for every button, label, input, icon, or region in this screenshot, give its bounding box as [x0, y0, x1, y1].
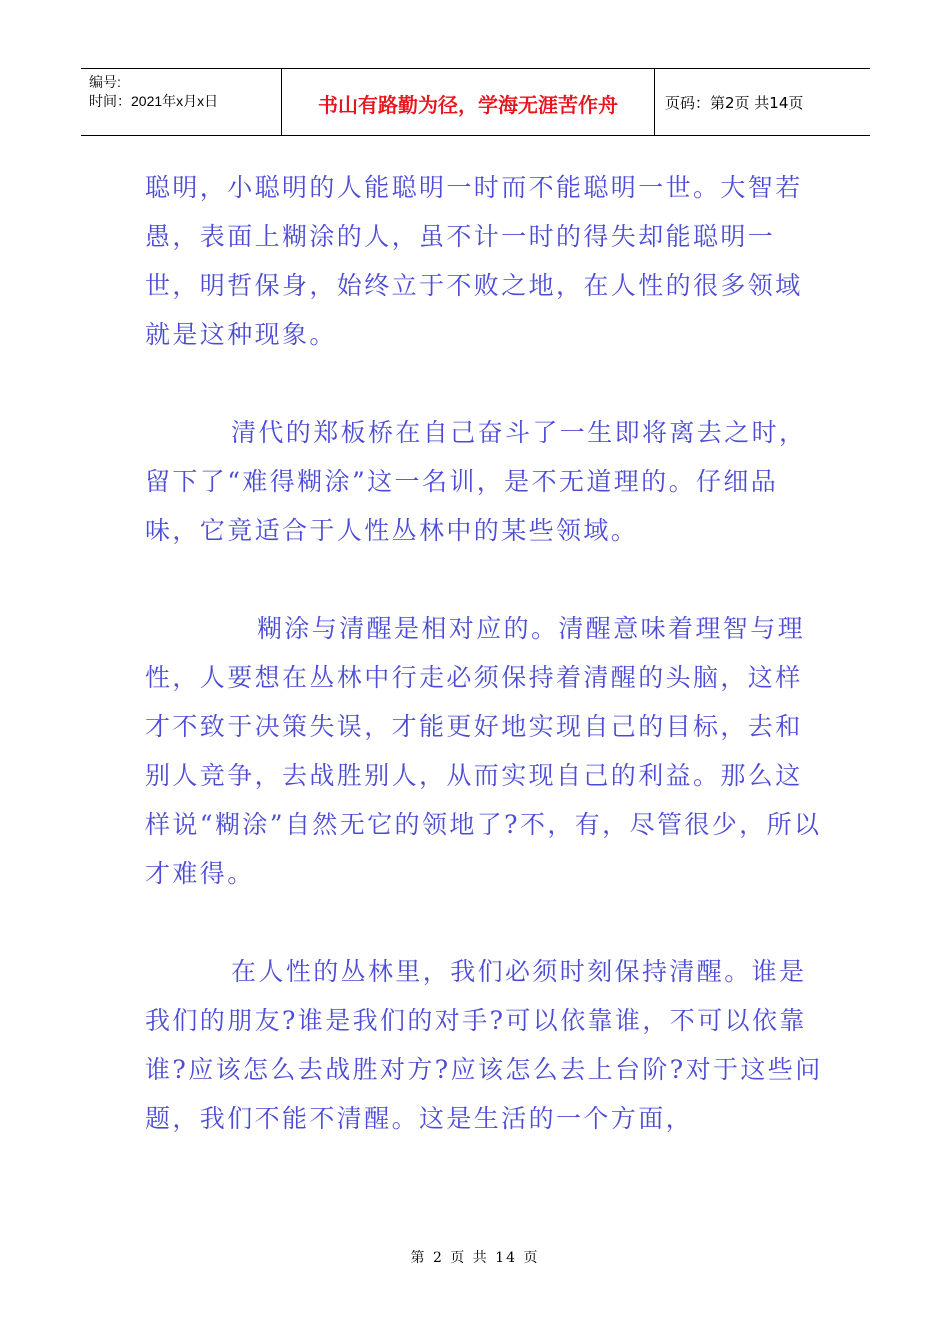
- header-meta-cell: [81, 69, 282, 135]
- paragraph-2: [145, 408, 825, 555]
- page-footer: 第 2 页 共 14 页: [410, 1250, 540, 1266]
- document-number-label: 编号:: [89, 74, 121, 90]
- paragraph-4: [145, 947, 825, 1143]
- paragraph-1: 聪明，小聪明的人能聪明一时而不能聪明一世。大智若愚，表面上糊涂的人，虽不计一时的得失却能聪明一世，明哲保身，始终立于不败之地，在人性的很多领域就是这种现象。: [145, 173, 803, 349]
- paragraph-4-text: 在人性的丛林里，我们必须时刻保持清醒。谁是我们的朋友?谁是我们的对手?可以依靠谁，不可以依靠谁?应该怎么去战胜对方?应该怎么去上台阶?对于这些问题，我们不能不清醒。这是生活的一个方面，: [145, 957, 823, 1133]
- document-body: [145, 163, 825, 1143]
- header-page-cell: [655, 69, 870, 135]
- header-motto-cell: [282, 69, 655, 135]
- document-date: 时间：2021年x月x日: [89, 93, 219, 109]
- paragraph-2-text: 清代的郑板桥在自己奋斗了一生即将离去之时，留下了“难得糊涂”这一名训，是不无道理的。仔细品味，它竟适合于人性丛林中的某些领域。: [145, 418, 807, 545]
- paragraph-3-text: 糊涂与清醒是相对应的。清醒意味着理智与理性，人要想在丛林中行走必须保持着清醒的头脑，这样才不致于决策失误，才能更好地实现自己的目标，去和别人竞争，去战胜别人，从而实现自己的利益。那么这样说“糊涂”自然无它的领地了?不，有，尽管很少，所以才难得。: [145, 614, 822, 888]
- paragraph-3: [145, 604, 825, 898]
- page-header: [81, 68, 870, 136]
- header-motto: 书山有路勤为径，学海无涯苦作舟: [318, 92, 618, 117]
- header-page-info: 页码：第2页 共14页: [665, 93, 804, 112]
